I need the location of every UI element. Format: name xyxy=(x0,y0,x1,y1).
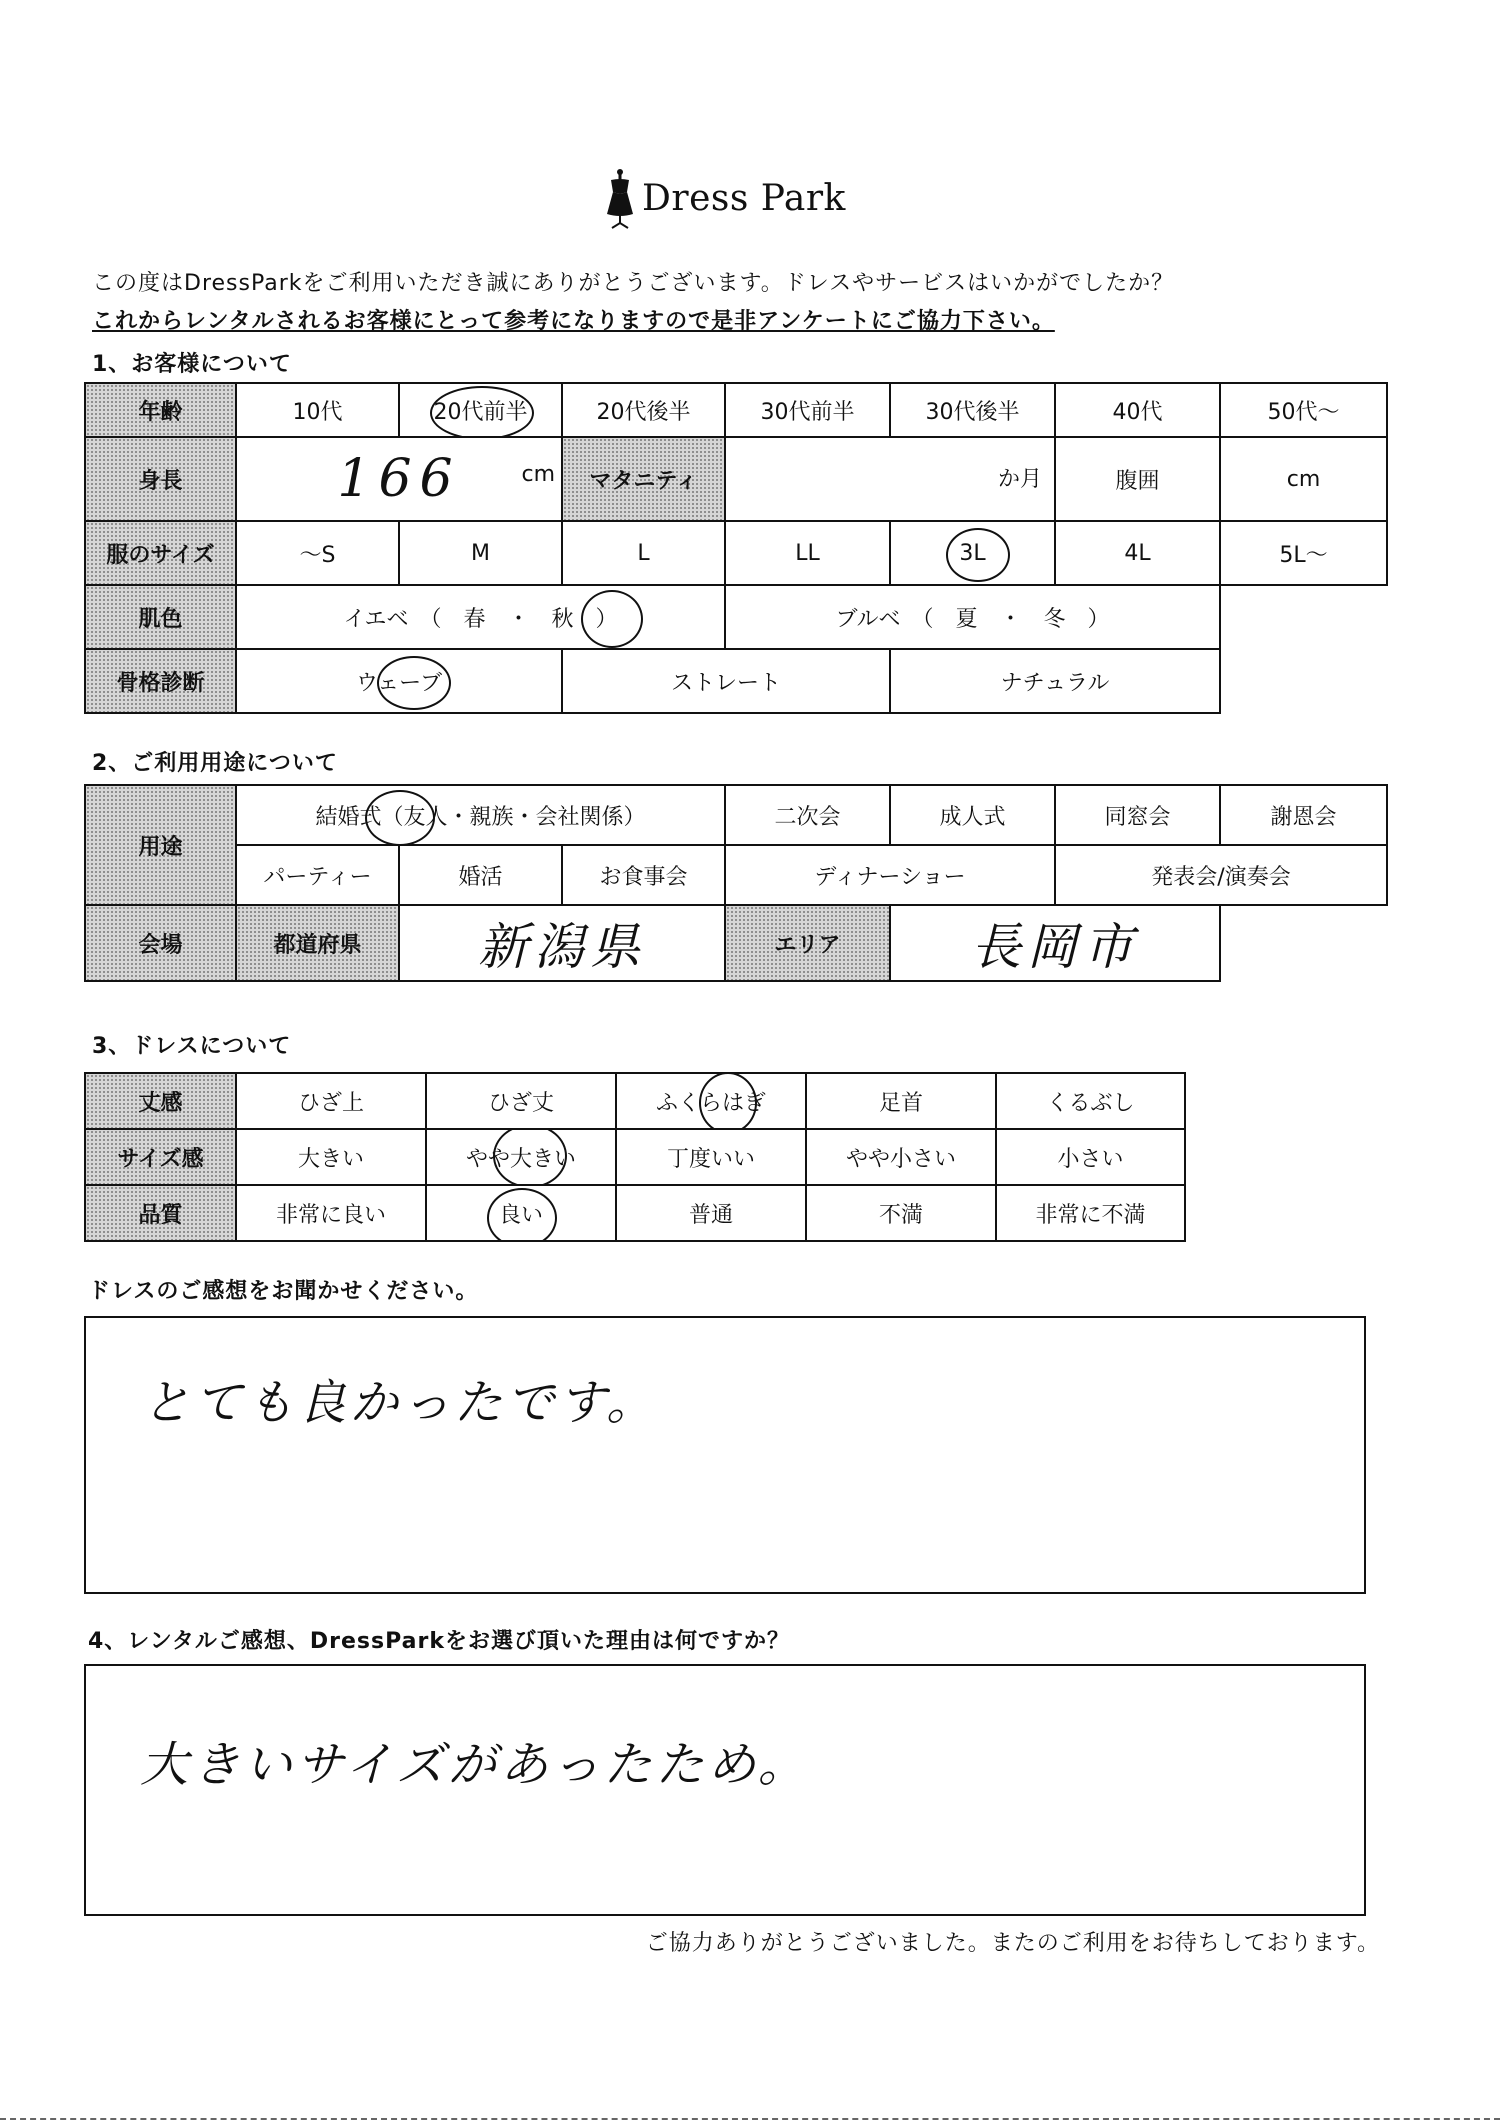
height-unit: cm xyxy=(521,462,555,487)
selection-circle xyxy=(581,590,643,648)
selection-circle xyxy=(946,528,1010,582)
maternity-months-cell[interactable] xyxy=(725,437,1055,521)
size-option[interactable]: LL xyxy=(725,521,890,585)
prefecture-value[interactable] xyxy=(399,905,725,981)
logo-text: Dress Park xyxy=(642,178,846,219)
month-unit: か月 xyxy=(997,467,1042,492)
usage-wedding-label: 結婚式（友人・親族・会社関係） xyxy=(315,804,646,830)
customer-table xyxy=(84,382,1388,714)
maternity-header: マタニティ xyxy=(562,437,725,521)
dress-table xyxy=(84,1072,1186,1242)
dress-form-icon xyxy=(600,168,640,230)
usage-option[interactable]: 成人式 xyxy=(890,785,1055,845)
height-value: 166 xyxy=(337,449,461,509)
quality-option[interactable]: 普通 xyxy=(616,1185,806,1241)
skin-yellow-label: イエベ （ 春 ・ 秋 ） xyxy=(343,606,618,632)
reason-box[interactable] xyxy=(84,1664,1366,1916)
skin-blue-option[interactable]: ブルベ （ 夏 ・ 冬 ） xyxy=(725,585,1220,649)
belly-unit[interactable]: cm xyxy=(1220,437,1387,521)
length-option[interactable]: ひざ上 xyxy=(236,1073,426,1129)
belly-label: 腹囲 xyxy=(1055,437,1220,521)
selection-circle xyxy=(377,656,451,710)
size-option[interactable]: 5L～ xyxy=(1220,521,1387,585)
prefecture-header: 都道府県 xyxy=(236,905,399,981)
length-header: 丈感 xyxy=(85,1073,236,1129)
fit-option-label: やや大きい xyxy=(465,1146,576,1172)
section-2-title: 2、ご利用用途について xyxy=(92,751,338,776)
skin-header: 肌色 xyxy=(85,585,236,649)
usage-option[interactable]: 二次会 xyxy=(725,785,890,845)
usage-option[interactable]: 謝恩会 xyxy=(1220,785,1387,845)
age-option[interactable]: 40代 xyxy=(1055,383,1220,437)
dresspark-logo xyxy=(600,168,846,230)
height-cell[interactable] xyxy=(236,437,562,521)
age-option[interactable]: 30代前半 xyxy=(725,383,890,437)
fit-header: サイズ感 xyxy=(85,1129,236,1185)
usage-option[interactable]: ディナーショー xyxy=(725,845,1055,905)
frame-option-label: ウェーブ xyxy=(355,670,443,696)
length-option[interactable]: 足首 xyxy=(806,1073,996,1129)
section-4-title: 4、レンタルご感想、DressParkをお選び頂いた理由は何ですか？ xyxy=(88,1629,790,1654)
frame-option[interactable]: ナチュラル xyxy=(890,649,1220,713)
intro-text: この度はDressParkをご利用いただき誠にありがとうございます。ドレスやサービスはいかがでしたか？ xyxy=(92,271,1175,296)
age-option[interactable]: 10代 xyxy=(236,383,399,437)
age-option[interactable]: 50代～ xyxy=(1220,383,1387,437)
quality-option[interactable]: 非常に不満 xyxy=(996,1185,1185,1241)
selection-circle xyxy=(365,790,435,845)
thanks-message: ご協力ありがとうございました。またのご利用をお待ちしております。 xyxy=(645,1931,1380,1956)
size-header: 服のサイズ xyxy=(85,521,236,585)
fit-option-selected[interactable] xyxy=(426,1129,616,1185)
usage-option[interactable]: 婚活 xyxy=(399,845,562,905)
scan-edge xyxy=(0,2118,1500,2120)
size-option[interactable]: ～S xyxy=(236,521,399,585)
length-option[interactable]: ひざ丈 xyxy=(426,1073,616,1129)
venue-header: 会場 xyxy=(85,905,236,981)
selection-circle xyxy=(699,1073,757,1129)
empty-cell xyxy=(1220,585,1387,649)
usage-option[interactable]: 発表会/演奏会 xyxy=(1055,845,1387,905)
usage-header: 用途 xyxy=(85,785,236,905)
skin-yellow-option[interactable] xyxy=(236,585,725,649)
quality-option[interactable]: 不満 xyxy=(806,1185,996,1241)
age-option-selected[interactable] xyxy=(399,383,562,437)
length-option-selected[interactable] xyxy=(616,1073,806,1129)
area-value[interactable] xyxy=(890,905,1220,981)
usage-wedding-option[interactable] xyxy=(236,785,725,845)
selection-circle xyxy=(487,1188,557,1241)
fit-option[interactable]: 小さい xyxy=(996,1129,1185,1185)
impression-text: とても良かったです。 xyxy=(142,1375,659,1431)
empty-cell xyxy=(1220,905,1387,981)
impression-label: ドレスのご感想をお聞かせください。 xyxy=(88,1279,479,1304)
frame-option[interactable]: ストレート xyxy=(562,649,890,713)
selection-circle xyxy=(430,386,534,437)
size-option[interactable]: L xyxy=(562,521,725,585)
quality-option-label: 良い xyxy=(498,1202,543,1228)
section-3-title: 3、ドレスについて xyxy=(92,1034,292,1059)
length-option[interactable]: くるぶし xyxy=(996,1073,1185,1129)
quality-option[interactable]: 非常に良い xyxy=(236,1185,426,1241)
size-option-selected[interactable] xyxy=(890,521,1055,585)
section-1-title: 1、お客様について xyxy=(92,352,292,377)
fit-option[interactable]: 丁度いい xyxy=(616,1129,806,1185)
height-header: 身長 xyxy=(85,437,236,521)
empty-cell xyxy=(1220,649,1387,713)
usage-option[interactable]: 同窓会 xyxy=(1055,785,1220,845)
fit-option[interactable]: やや小さい xyxy=(806,1129,996,1185)
usage-option[interactable]: パーティー xyxy=(236,845,399,905)
age-header: 年齢 xyxy=(85,383,236,437)
usage-table xyxy=(84,784,1388,982)
prefecture-text: 新潟県 xyxy=(478,918,646,976)
age-option[interactable]: 20代後半 xyxy=(562,383,725,437)
fit-option[interactable]: 大きい xyxy=(236,1129,426,1185)
usage-option[interactable]: お食事会 xyxy=(562,845,725,905)
area-header: エリア xyxy=(725,905,890,981)
area-text: 長岡市 xyxy=(971,918,1139,976)
size-option-label: 3L xyxy=(959,540,986,566)
quality-option-selected[interactable] xyxy=(426,1185,616,1241)
intro-request: これからレンタルされるお客様にとって参考になりますので是非アンケートにご協力下さい。 xyxy=(92,309,1055,334)
length-option-label: ふくらはぎ xyxy=(655,1090,766,1116)
frame-header: 骨格診断 xyxy=(85,649,236,713)
age-option-label: 20代前半 xyxy=(433,399,528,425)
reason-text: 大きいサイズがあったため。 xyxy=(140,1737,810,1793)
impression-box[interactable] xyxy=(84,1316,1366,1594)
frame-option-selected[interactable] xyxy=(236,649,562,713)
size-option[interactable]: 4L xyxy=(1055,521,1220,585)
quality-header: 品質 xyxy=(85,1185,236,1241)
size-option[interactable]: M xyxy=(399,521,562,585)
selection-circle xyxy=(493,1129,567,1185)
age-option[interactable]: 30代後半 xyxy=(890,383,1055,437)
